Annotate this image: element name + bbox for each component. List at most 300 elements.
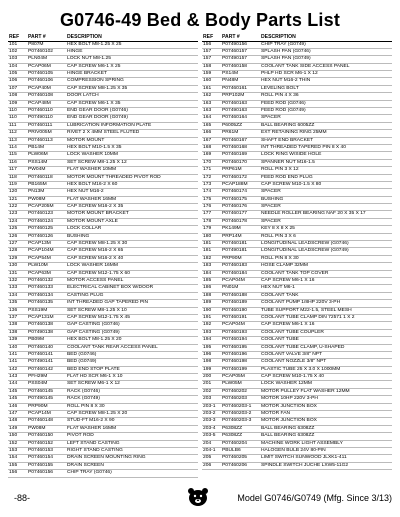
part-description: DRAIN SCREEN MOUNTING RING	[67, 455, 146, 461]
part-description: LOCK WASHER 10MM	[67, 152, 118, 158]
part-number: PCAP54M	[28, 255, 51, 261]
part-number: P07460148	[28, 418, 54, 424]
table-row	[202, 64, 392, 71]
part-number: P807M	[28, 41, 44, 47]
ref-number: 203-3	[203, 418, 216, 424]
part-number: P07460161	[222, 85, 248, 91]
table-row	[8, 256, 198, 263]
part-number: P07460156	[28, 470, 54, 476]
part-number: P07460169	[222, 152, 248, 158]
ref-number: 124	[9, 218, 18, 224]
part-number: PLW05M	[222, 381, 242, 387]
ref-number: 101	[9, 41, 18, 47]
table-row	[202, 463, 392, 470]
ref-number: 141	[9, 359, 18, 365]
part-number: PW08M	[28, 425, 46, 431]
table-row	[202, 197, 392, 204]
part-description: CAP SCREW M10-1.75 X 40	[261, 374, 324, 380]
part-number: P07460203	[222, 396, 248, 402]
part-number: PCAP104M	[28, 248, 54, 254]
ref-number: 202	[203, 388, 212, 394]
table-row	[8, 330, 198, 337]
table-row	[8, 337, 198, 344]
table-row	[8, 300, 198, 307]
table-row	[8, 322, 198, 329]
part-description: HEX BOLT M10-1.5 X 35	[67, 144, 122, 150]
part-number: P07490163	[222, 108, 248, 114]
ref-number: 106	[9, 78, 18, 84]
part-number: P07460189	[222, 300, 248, 306]
part-description: EXT RETAINING RING 25MM	[261, 130, 327, 136]
part-number: PCAP13M	[28, 241, 51, 247]
part-number: P07460174	[222, 189, 248, 195]
part-description: HEX NUT M16-2 THIN	[261, 78, 311, 84]
part-description: SPACER	[261, 218, 281, 224]
part-description: HEX BOLT M16-2 X 60	[67, 181, 118, 187]
part-description: MOTOR JUNCTION BOX	[261, 403, 317, 409]
table-row	[202, 101, 392, 108]
table-row	[202, 42, 392, 49]
ref-number: 147	[9, 411, 18, 417]
table-row	[8, 396, 198, 403]
ref-number: 126	[9, 233, 18, 239]
ref-number: 142	[9, 366, 18, 372]
part-description: CAP SCREW M8-1.25 X 30	[67, 241, 128, 247]
table-row	[8, 145, 198, 152]
part-description: NEEDLE ROLLER BEARING NAF 20 X 35 X 17	[261, 211, 366, 217]
part-number: P07460135	[28, 300, 54, 306]
table-row	[202, 337, 392, 344]
part-number: P07490145	[28, 396, 54, 402]
part-number: PRIV005M	[28, 130, 52, 136]
ref-number: 107	[9, 85, 18, 91]
table-row	[8, 381, 198, 388]
table-row	[8, 441, 198, 448]
table-row	[202, 115, 392, 122]
ref-number: 156	[9, 470, 18, 476]
part-number: P07460198	[222, 359, 248, 365]
ref-number: 162	[203, 93, 212, 99]
part-description: MOTOR PULLEY FLAT WASHER 12MM	[261, 388, 350, 394]
ref-number: 203-4	[203, 425, 216, 431]
part-description: RIGHT STAND CASTING	[67, 447, 123, 453]
ref-number: 204	[203, 440, 212, 446]
ref-number: 195	[203, 344, 212, 350]
part-description: CAP SCREW M16-2 X 35	[67, 204, 124, 210]
part-description: CAP SCREW M16-2 X 65	[67, 248, 124, 254]
part-description: CAP SCREW M10-1.5 X 80	[261, 181, 322, 187]
ref-number: 104	[9, 63, 18, 69]
part-number: PCAP63M	[28, 270, 51, 276]
part-number: P6308ZZ	[222, 425, 243, 431]
table-row	[202, 167, 392, 174]
ref-number: 171	[203, 167, 212, 173]
part-number: P07460205	[222, 455, 248, 461]
table-row	[202, 86, 392, 93]
part-description: MOTOR 10HP 220V 3-PH	[261, 396, 318, 402]
ref-number: 156	[203, 41, 212, 47]
part-number: PLW10M	[28, 263, 48, 269]
table-row	[8, 197, 198, 204]
part-description: BED END STOP PLATE	[67, 366, 120, 372]
table-row	[8, 278, 198, 285]
part-number: P07460126	[28, 233, 54, 239]
part-description: CAP SCREW M16-2 X 40	[67, 255, 124, 261]
part-number: P07460150	[28, 433, 54, 439]
ref-number: 116	[9, 159, 17, 165]
table-row	[202, 71, 392, 78]
page-footer	[0, 487, 400, 507]
ref-number: 143	[9, 374, 18, 380]
parts-column-left	[8, 34, 198, 474]
part-number: P07460167	[222, 137, 248, 143]
ref-number: 105	[9, 71, 18, 77]
ref-number: 136	[9, 307, 18, 313]
ref-number: 182	[203, 255, 212, 261]
table-row	[202, 285, 392, 292]
part-description: SPANNER NUT M16-1.5	[261, 159, 315, 165]
ref-number: 131	[9, 270, 18, 276]
part-number: PN01M	[222, 285, 239, 291]
part-number: PCAP131M	[28, 314, 54, 320]
part-description: MOTOR MOUNT BRACKET	[67, 211, 129, 217]
ref-number: 155	[9, 462, 18, 468]
table-row	[8, 78, 198, 85]
table-row	[202, 241, 392, 248]
table-row	[8, 433, 198, 440]
ref-number: 200	[203, 374, 212, 380]
part-description: COOLANT PUMP 1/8HP 220V 3-PH	[261, 300, 341, 306]
table-row	[8, 241, 198, 248]
table-row	[8, 167, 198, 174]
part-description: TUBE SUPPORT M22-1.5, STEEL MESH	[261, 307, 352, 313]
table-row	[202, 189, 392, 196]
part-description: LONGITUDINAL LEADSCREW (G0746)	[261, 241, 349, 247]
ref-number: 178	[203, 218, 212, 224]
ref-number: 186	[203, 285, 212, 291]
part-description: CAP SCREW M8-1.25 X 20	[67, 411, 128, 417]
table-row	[8, 359, 198, 366]
part-description: CHIP TRAY (G0749)	[261, 41, 306, 47]
part-description: HINGE BRACKET	[67, 71, 107, 77]
part-number: P07460124	[28, 218, 54, 224]
part-description: SET SCREW M8-1.25 X 12	[67, 159, 127, 165]
part-number: P07460155	[28, 462, 54, 468]
part-number: P07460204	[222, 440, 248, 446]
part-number: P07460184	[222, 270, 248, 276]
part-description: SPACER	[261, 204, 281, 210]
header-ref: REF	[9, 34, 20, 40]
ref-number: 127	[9, 241, 18, 247]
table-row	[202, 330, 392, 337]
part-number: P07460111	[28, 122, 53, 128]
part-number: P07460105	[28, 71, 54, 77]
part-number: P07460108	[28, 93, 54, 99]
table-row	[202, 441, 392, 448]
part-number: P07460183	[222, 263, 248, 269]
part-description: INT THREADED GAP TAPERED PIN	[67, 300, 149, 306]
part-description: CAP SCREW M6-1 X 25	[67, 63, 121, 69]
ref-number: 130	[9, 263, 18, 269]
ref-number: 109	[9, 100, 18, 106]
part-number: P07490157	[222, 56, 248, 62]
table-row	[8, 345, 198, 352]
table-row	[8, 226, 198, 233]
ref-number: 191	[203, 314, 212, 320]
table-row	[202, 152, 392, 159]
ref-number: 112	[9, 130, 17, 136]
part-description: LOCK COLLAR	[67, 226, 102, 232]
ref-number: 157	[203, 48, 212, 54]
part-description: LUBRICATION INFORMATION PLATE	[67, 122, 152, 128]
part-description: HEX NUT M16-2	[67, 189, 104, 195]
part-number: P07460203-2	[222, 411, 252, 417]
part-description: BALL BEARING 6308ZZ	[261, 425, 315, 431]
part-number: P07460176	[222, 204, 248, 210]
ref-number: 176	[203, 204, 212, 210]
table-row	[202, 78, 392, 85]
ref-number: 193	[203, 329, 212, 335]
table-row	[8, 189, 198, 196]
part-number: PB14M	[28, 144, 45, 150]
table-row	[202, 308, 392, 315]
table-row	[8, 448, 198, 455]
part-number: PN48M	[222, 78, 239, 84]
part-number: P07460140	[28, 344, 54, 350]
ref-number: 167	[203, 137, 212, 143]
ref-number: 175	[203, 196, 212, 202]
model-info: Model G0746/G0749 (Mfg. Since 3/13)	[237, 493, 392, 503]
part-number: P07460177	[222, 211, 248, 217]
part-number: P07460141	[28, 351, 54, 357]
table-row	[8, 182, 198, 189]
part-description: HOSE CLAMP 32MM	[261, 263, 308, 269]
part-number: PSS19M	[28, 307, 48, 313]
part-number: P07460133	[28, 285, 54, 291]
table-header	[8, 34, 198, 42]
header-ref: REF	[203, 34, 214, 40]
table-row	[8, 248, 198, 255]
part-description: DRAIN SCREEN	[67, 462, 104, 468]
table-row	[8, 285, 198, 292]
part-description: COMPRESSION SPRING	[67, 78, 124, 84]
part-number: P07460134	[28, 292, 54, 298]
table-row	[202, 123, 392, 130]
table-row	[202, 256, 392, 263]
part-number: PCAP40M	[28, 85, 51, 91]
part-number: PLW06M	[28, 152, 48, 158]
table-row	[8, 219, 198, 226]
part-description: MOTOR MOUNT AXLE	[67, 218, 118, 224]
table-row	[8, 123, 198, 130]
ref-number: 185	[203, 278, 212, 283]
part-description: SPLASH PAN (G0746)	[261, 48, 311, 54]
ref-number: 138	[9, 322, 18, 328]
table-row	[202, 352, 392, 359]
ref-number: 152	[9, 440, 18, 446]
part-number: PK149M	[222, 226, 241, 232]
part-number: PW04M	[28, 167, 46, 173]
ref-number: 135	[9, 300, 18, 306]
table-row	[202, 56, 392, 63]
table-row	[202, 448, 392, 455]
part-description: COOLANT NOZZLE 3/8" NPT	[261, 359, 327, 365]
ref-number: 173	[203, 181, 212, 187]
part-number: P07460118	[28, 174, 53, 180]
table-row	[202, 322, 392, 329]
table-row	[8, 352, 198, 359]
ref-number: 132	[9, 278, 18, 283]
table-row	[202, 175, 392, 182]
part-description: CAP SCREW M12-1.75 X 45	[67, 314, 130, 320]
part-description: COOLANT TUBE CLAMP DIN 72571 1 X 2	[261, 314, 355, 320]
table-row	[8, 263, 198, 270]
part-description: BED (G0746)	[67, 351, 97, 357]
ref-number: 165	[203, 122, 212, 128]
ref-number: 203	[203, 396, 212, 402]
ref-number: 148	[9, 418, 18, 424]
part-description: PLASTIC TUBE 25 X 3.0 X 1000MM	[261, 366, 341, 372]
ref-number: 125	[9, 226, 18, 232]
header-part: PART #	[28, 34, 46, 40]
part-number: P6308ZZ	[222, 433, 243, 439]
ref-number: 111	[9, 122, 17, 128]
part-description: SPINDLE SWITCH JUCHE LXW5-11G2	[261, 462, 349, 468]
table-row	[202, 160, 392, 167]
ref-number: 114	[9, 144, 17, 150]
part-description: RACK (G0746)	[67, 388, 100, 394]
ref-number: 169	[203, 152, 212, 158]
part-description: MOTOR MOUNT	[67, 137, 105, 143]
part-number: P07460194	[222, 337, 248, 343]
grizzly-bear-logo-icon	[186, 487, 210, 507]
table-row	[8, 64, 198, 71]
table-row	[202, 389, 392, 396]
table-row	[202, 226, 392, 233]
part-number: P07460178	[222, 218, 248, 224]
part-number: P07460196	[222, 351, 248, 357]
ref-number: 205	[203, 455, 212, 461]
ref-number: 141	[9, 351, 18, 357]
part-description: MOTOR FAN	[261, 411, 290, 417]
table-row	[202, 293, 392, 300]
ref-number: 128	[9, 248, 18, 254]
part-number: P07460154	[28, 455, 54, 461]
part-description: COOLANT TANK REAR ACCESS PANEL	[67, 344, 158, 350]
part-number: P07460132	[28, 278, 54, 283]
ref-number: 177	[203, 211, 212, 217]
table-row	[202, 396, 392, 403]
part-description: COOLANT TANK TOP COVER	[261, 270, 329, 276]
part-number: P07460193	[222, 329, 248, 335]
part-number: PCAP14M	[28, 411, 51, 417]
ref-number: 129	[9, 255, 18, 261]
part-description: CAP SCREW M6-1 X 35	[67, 100, 121, 106]
table-row	[8, 71, 198, 78]
ref-number: 199	[203, 366, 212, 372]
ref-number: 179	[203, 226, 212, 232]
part-description: COOLANT TUBE	[261, 337, 299, 343]
part-number: P07460181	[222, 241, 248, 247]
part-number: P07460153	[28, 447, 54, 453]
ref-number: 184	[203, 270, 212, 276]
part-description: COOLANT TANK	[261, 292, 299, 298]
part-description: COOLANT VALVE 3/8" NPT	[261, 351, 322, 357]
part-number: P07460125	[28, 226, 54, 232]
table-row	[202, 49, 392, 56]
table-row	[202, 300, 392, 307]
part-description: SPACER	[261, 115, 281, 121]
ref-number: 133	[9, 285, 18, 291]
part-number: P07460164	[222, 115, 248, 121]
ref-number: 194	[203, 337, 212, 343]
page-title: G0746-49 Bed & Body Parts List	[59, 10, 341, 30]
ref-number: 183	[203, 263, 212, 269]
part-description: CAP SCREW M6-1 X 16	[261, 278, 315, 283]
table-row	[8, 152, 198, 159]
table-row	[202, 130, 392, 137]
part-number: PCAP188M	[222, 181, 248, 187]
table-row	[8, 426, 198, 433]
part-number: P07460142	[28, 366, 54, 372]
part-description: HEX BOLT M8-1.25 X 20	[67, 337, 122, 343]
ref-number: 158	[203, 63, 212, 69]
ref-number: 203-2	[203, 411, 216, 417]
part-number: PRP90M	[28, 403, 48, 409]
ref-number: 102	[9, 48, 18, 54]
part-description: CASTING PLUG	[67, 292, 104, 298]
ref-number: 164	[203, 115, 212, 121]
part-description: COOLANT TUBE COUPLER	[261, 329, 324, 335]
ref-number: 189	[203, 300, 212, 306]
table-row	[202, 374, 392, 381]
table-row	[8, 271, 198, 278]
table-row	[202, 455, 392, 462]
parts-table	[8, 34, 392, 474]
ref-number: 170	[203, 159, 212, 165]
ref-number: 144	[9, 381, 18, 387]
ref-number: 192	[203, 322, 212, 328]
table-row	[8, 455, 198, 462]
part-number: P07460188	[222, 292, 248, 298]
ref-number: 154	[9, 455, 18, 461]
ref-number: 146	[9, 403, 18, 409]
part-description: BALL BEARING 6308ZZ	[261, 433, 315, 439]
part-description: COOLANT TANK SIDE ACCESS PANEL	[261, 63, 350, 69]
table-row	[8, 293, 198, 300]
ref-number: 181	[203, 248, 212, 254]
part-number: P07460191	[222, 314, 248, 320]
part-description: ROLL PIN 8 X 30	[261, 255, 299, 261]
table-row	[202, 263, 392, 270]
part-description: SPLASH PAN (G0749)	[261, 56, 311, 62]
part-description: ROLL PIN 3 X 12	[261, 167, 299, 173]
table-row	[8, 42, 198, 49]
part-description: FLAT HD SCR M6-1 X 10	[67, 374, 123, 380]
part-number: PBULB6	[222, 447, 241, 453]
ref-number: 190	[203, 307, 212, 313]
part-number: PSS04M	[28, 381, 48, 387]
part-number: P07460113	[28, 137, 53, 143]
part-number: P07490156	[222, 41, 248, 47]
table-row	[8, 175, 198, 182]
ref-number: 163	[203, 100, 212, 106]
part-number: P07460206	[222, 462, 248, 468]
part-description: SET SCREW M8-1.25 X 10	[67, 307, 127, 313]
part-number: P07460203-3	[222, 418, 252, 424]
part-number: P07460138	[28, 322, 54, 328]
ref-number: 123	[9, 211, 18, 217]
